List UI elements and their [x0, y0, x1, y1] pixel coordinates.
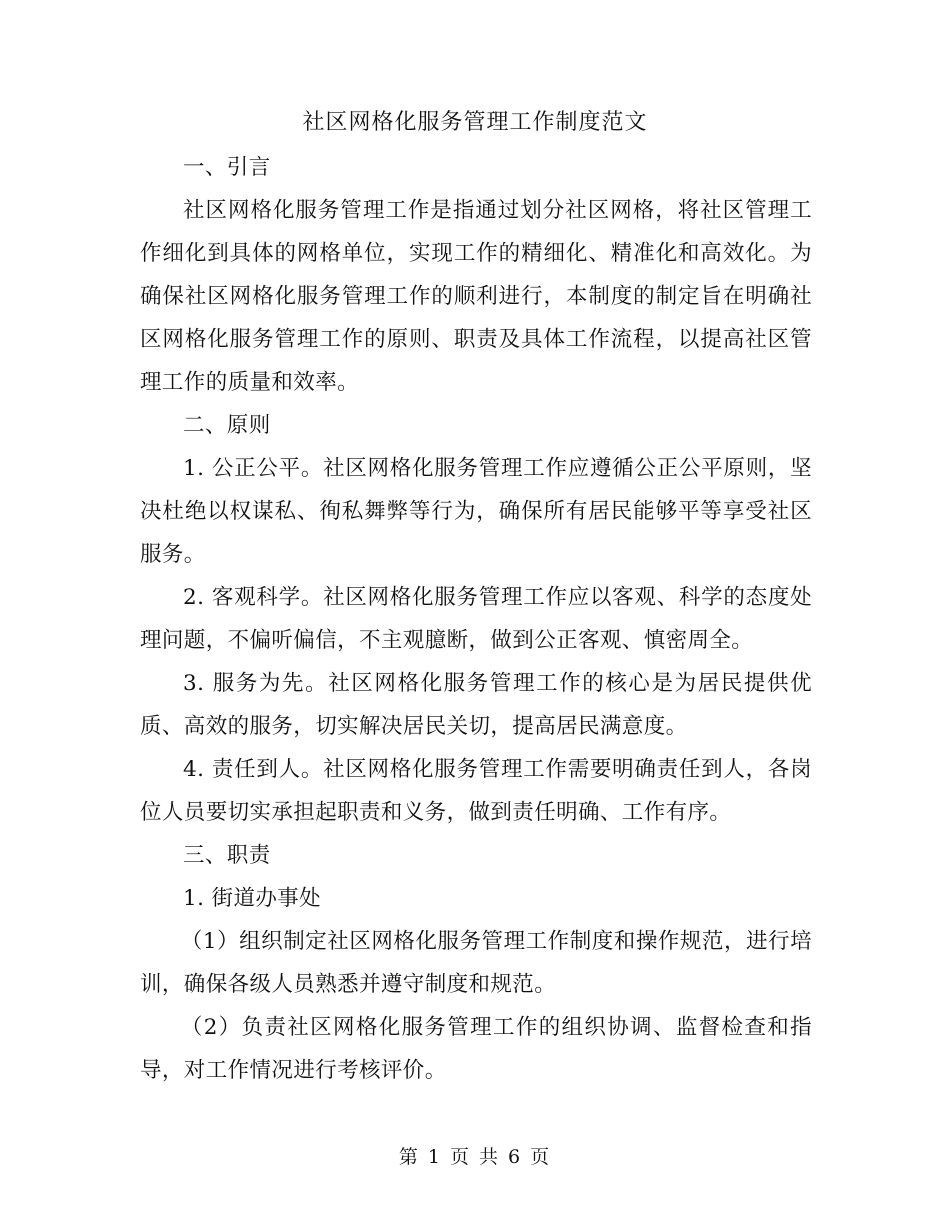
section-heading-intro: 一、引言 — [183, 155, 271, 180]
paragraph-intro: 社区网格化服务管理工作是指通过划分社区网格，将社区管理工作细化到具体的网格单位，实现工作的精细化、精准化和高效化。为确保社区网格化服务管理工作的顺利进行，本制度的制定旨在明确社区网格化服务管理工作的原则、职责及具体工作流程，以提高社区管理工作的质量和效率。 — [140, 198, 812, 395]
duty-item-1: （1）组织制定社区网格化服务管理工作制度和操作规范，进行培训，确保各级人员熟悉并遵守制度和规范。 — [140, 929, 812, 997]
section-heading-principles: 二、原则 — [183, 413, 271, 438]
duty-subheading-street-office: 1. 街道办事处 — [183, 886, 322, 911]
document-body — [140, 146, 812, 1092]
principle-item-3: 3. 服务为先。社区网格化服务管理工作的核心是为居民提供优质、高效的服务，切实解决居民关切，提高居民满意度。 — [140, 671, 812, 739]
principle-item-1: 1. 公正公平。社区网格化服务管理工作应遵循公正公平原则，坚决杜绝以权谋私、徇私舞弊等行为，确保所有居民能够平等享受社区服务。 — [140, 456, 812, 567]
principle-item-2: 2. 客观科学。社区网格化服务管理工作应以客观、科学的态度处理问题，不偏听偏信，不主观臆断，做到公正客观、慎密周全。 — [140, 585, 812, 653]
duty-item-2: （2）负责社区网格化服务管理工作的组织协调、监督检查和指导，对工作情况进行考核评价。 — [140, 1015, 812, 1083]
page-number-footer: 第 1 页 共 6 页 — [398, 1146, 552, 1168]
section-heading-duties: 三、职责 — [183, 843, 271, 868]
document-title: 社区网格化服务管理工作制度范文 — [302, 110, 648, 135]
principle-item-4: 4. 责任到人。社区网格化服务管理工作需要明确责任到人，各岗位人员要切实承担起职责和义务，做到责任明确、工作有序。 — [140, 757, 812, 825]
